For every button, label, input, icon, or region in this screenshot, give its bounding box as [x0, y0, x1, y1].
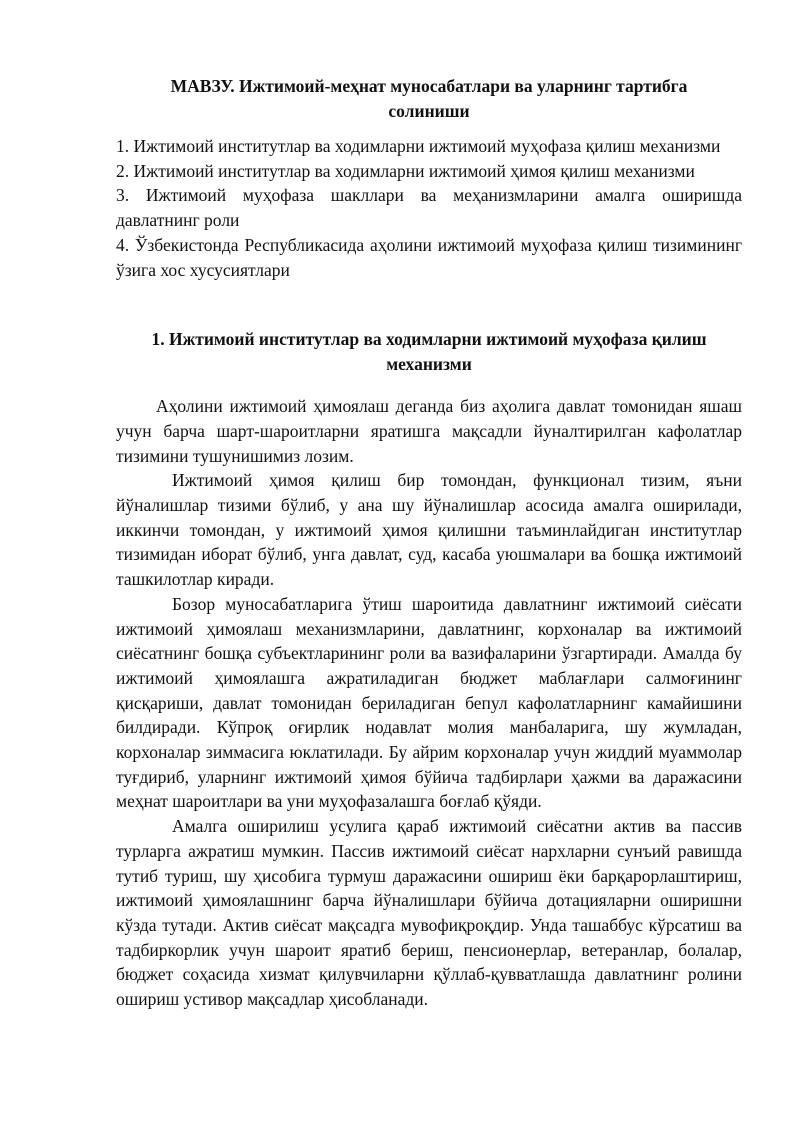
paragraph-4: Амалга оширилиш усулига қараб ижтимоий сиёсатни актив ва пассив турларга ажратиш мумкин. Пассив ижтимоий сиёсат нархларни сунъий равишда тутиб туриш, шу ҳисобига турмуш даражасини ошириш ёки барқарорлаштириш, ижтимоий ҳимоялашнинг барча йўналишлари бўйича дотацияларни оширишни кўзда тутади. Актив сиёсат мақсадга мувофиқроқдир. Унда ташаббус кўрсатиш ва тадбиркорлик учун шароит яратиб бериш, пенсионерлар, ветеранлар, болалар, бюджет соҳасида хизмат қилувчиларни қўллаб-қувватлашда давлатнинг ролини ошириш устивор мақсадлар ҳисобланади. [116, 816, 742, 1010]
topic-item-2: 2. Ижтимоий институтлар ва ходимларни ижтимоий ҳимоя қилиш механизми [116, 160, 695, 181]
topic-item-1: 1. Ижтимоий институтлар ва ходимларни ижтимоий муҳофаза қилиш механизми [116, 136, 721, 156]
topic-list [116, 134, 742, 282]
topic-item-4: 4. Ўзбекистонда Республикасида аҳолини ижтимоий муҳофаза қилиш тизимининг ўзига хос хусусиятлари [116, 234, 742, 280]
section-heading: 1. Ижтимоий институтлар ва ходимларни ижтимоий муҳофаза қилиш механизми [151, 329, 707, 375]
topic-item-3: 3. Ижтимоий муҳофаза шакллари ва меҳанизмларини амалга оширишда давлатнинг роли [116, 185, 742, 231]
paragraph-1: Аҳолини ижтимоий ҳимоялаш деганда биз аҳолига давлат томонидан яшаш учун барча шарт-шароитларни яратишга мақсадли йуналтирилган кафолатлар тизимини тушунишимиз лозим. [116, 396, 742, 466]
paragraph-3: Бозор муносабатларига ўтиш шароитида давлатнинг ижтимоий сиёсати ижтимоий ҳимоялаш механизмларини, давлатнинг, корхоналар ва ижтимоий сиёсатнинг бошқа субъектларининг роли ва вазифаларини ўзгартиради. Амалда бу ижтимоий ҳимоялашга ажратиладиган бюджет маблағлари салмоғининг қисқариши, давлат томонидан бериладиган бепул кафолатларнинг камайишини билдиради. Кўпроқ оғирлик нодавлат молия манбаларига, шу жумладан, корхоналар зиммасига юклатилади. Бу айрим корхоналар учун жиддий муаммолар туғдириб, уларнинг ижтимоий ҳимоя бўйича тадбирлари ҳажми ва даражасини меҳнат шароитлари ва уни муҳофазалашга боғлаб қўяди. [116, 593, 742, 812]
paragraph-2: Ижтимоий ҳимоя қилиш бир томондан, функционал тизим, яъни йўналишлар тизими бўлиб, у ана шу йўналишлар асосида амалга оширилади, иккинчи томондан, у ижтимоий ҳимоя қилишни таъминлайдиган институтлар тизимидан иборат бўлиб, унга давлат, суд, касаба уюшмалари ва бошқа ижтимоий ташкилотлар киради. [116, 470, 742, 590]
document-title: МАВЗУ. Ижтимоий-меҳнат муносабатлари ва уларнинг тартибга солиниши [170, 76, 688, 121]
